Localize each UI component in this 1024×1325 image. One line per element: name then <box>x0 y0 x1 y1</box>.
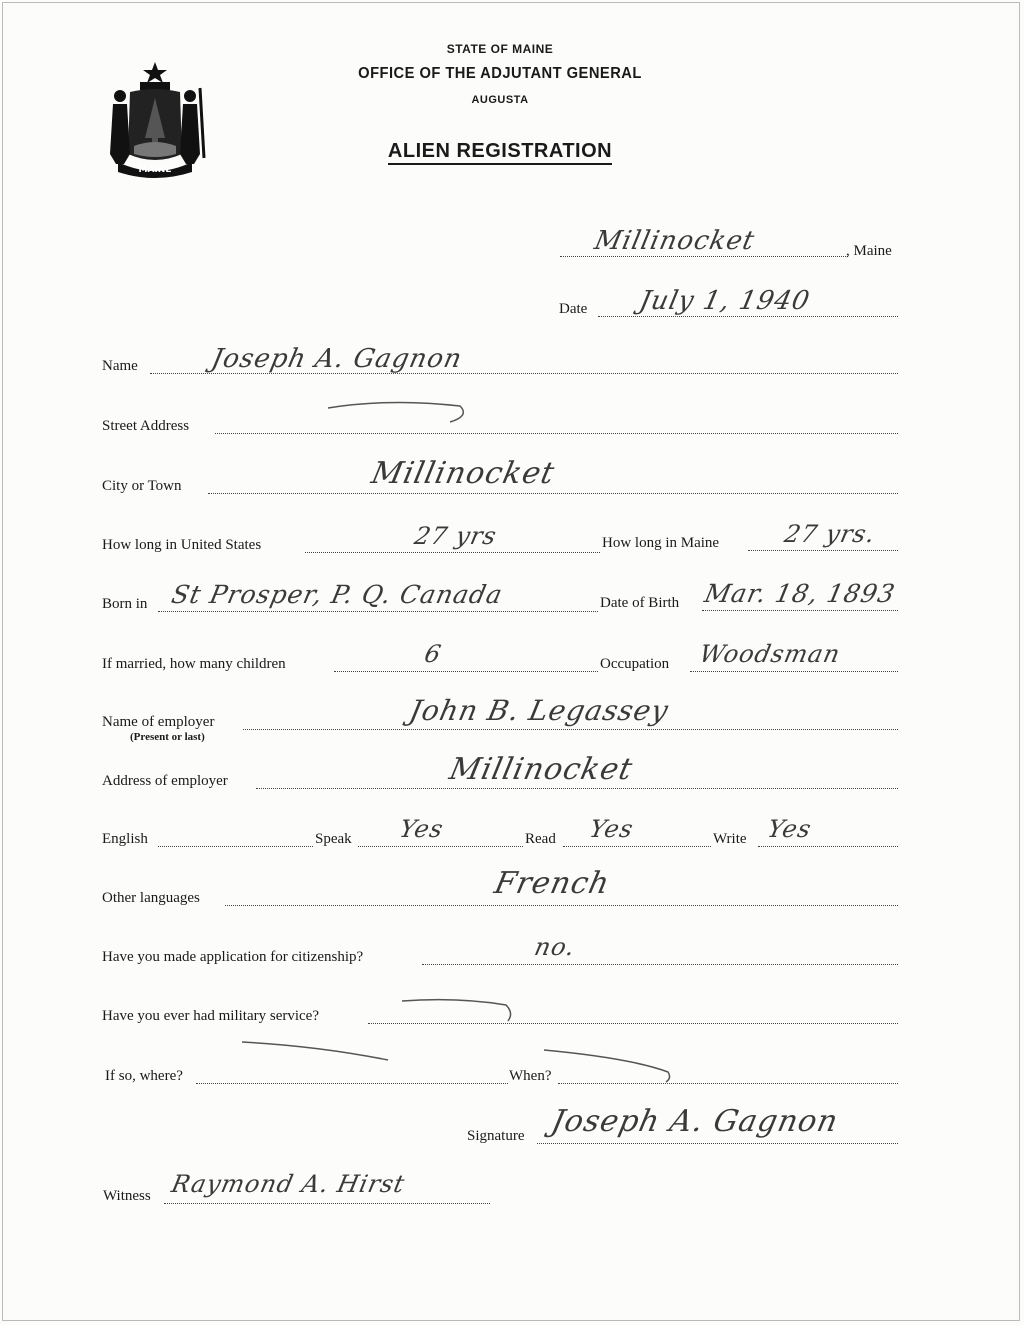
dob-label: Date of Birth <box>600 595 680 611</box>
location-suffix: , Maine <box>846 243 892 259</box>
english-line <box>158 846 313 847</box>
date-label: Date <box>559 301 588 317</box>
how-long-us-label: How long in United States <box>102 537 262 553</box>
military-label: Have you ever had military service? <box>102 1008 319 1024</box>
read-line <box>563 846 711 847</box>
employer-line <box>243 729 898 730</box>
street-line <box>215 433 898 434</box>
employer-label: Name of employer <box>102 714 215 730</box>
dash-mark <box>398 995 518 1025</box>
date-line <box>598 316 898 317</box>
header-city: AUGUSTA <box>471 94 529 106</box>
city-line <box>208 493 898 494</box>
born-in-line <box>158 611 598 612</box>
witness-label: Witness <box>103 1188 151 1204</box>
occupation-value[interactable]: Woodsman <box>697 640 844 668</box>
witness-value[interactable]: Raymond A. Hirst <box>169 1170 408 1198</box>
where-label: If so, where? <box>105 1068 183 1084</box>
signature-label: Signature <box>467 1128 525 1144</box>
signature-value[interactable]: Joseph A. Gagnon <box>548 1104 842 1139</box>
when-label: When? <box>509 1068 552 1084</box>
speak-line <box>358 846 523 847</box>
other-languages-value[interactable]: French <box>491 866 614 901</box>
how-long-maine-line <box>748 550 898 551</box>
how-long-us-value[interactable]: 27 yrs <box>412 522 500 550</box>
english-label: English <box>102 831 148 847</box>
employer-address-line <box>256 788 898 789</box>
location-value[interactable]: Millinocket <box>591 226 758 256</box>
write-label: Write <box>713 831 747 847</box>
form-title <box>300 140 700 163</box>
dash-mark <box>320 394 470 424</box>
how-long-maine-value[interactable]: 27 yrs. <box>782 520 879 548</box>
citizenship-label: Have you made application for citizenship? <box>102 949 364 965</box>
street-label: Street Address <box>102 418 190 434</box>
occupation-line <box>690 671 898 672</box>
how-long-maine-label: How long in Maine <box>602 535 720 551</box>
write-value[interactable]: Yes <box>765 815 815 843</box>
name-label: Name <box>102 358 138 374</box>
city-label: City or Town <box>102 478 182 494</box>
form-title-text: ALIEN REGISTRATION <box>388 140 612 165</box>
children-label: If married, how many children <box>102 656 286 672</box>
how-long-us-line <box>305 552 600 553</box>
born-in-label: Born in <box>102 596 148 612</box>
when-line <box>558 1083 898 1084</box>
read-label: Read <box>525 831 556 847</box>
children-line <box>334 671 598 672</box>
name-value[interactable]: Joseph A. Gagnon <box>208 344 466 374</box>
other-languages-line <box>225 905 898 906</box>
dash-mark <box>238 1036 398 1066</box>
witness-line <box>164 1203 490 1204</box>
employer-value[interactable]: John B. Legassey <box>406 694 672 727</box>
dash-mark <box>540 1044 680 1084</box>
employer-address-value[interactable]: Millinocket <box>446 752 637 787</box>
write-line <box>758 846 898 847</box>
header-state: STATE OF MAINE <box>446 42 554 56</box>
header-office: OFFICE OF THE ADJUTANT GENERAL <box>358 65 642 82</box>
occupation-label: Occupation <box>600 656 670 672</box>
other-languages-label: Other languages <box>102 890 200 906</box>
born-in-value[interactable]: St Prosper, P. Q. Canada <box>168 580 506 609</box>
where-line <box>196 1083 508 1084</box>
date-value[interactable]: July 1, 1940 <box>636 286 813 316</box>
children-value[interactable]: 6 <box>422 640 445 668</box>
dob-value[interactable]: Mar. 18, 1893 <box>701 579 899 608</box>
seal-lettering: MAINE <box>138 165 172 175</box>
read-value[interactable]: Yes <box>587 815 637 843</box>
city-value[interactable]: Millinocket <box>368 456 559 491</box>
citizenship-value[interactable]: no. <box>532 933 579 961</box>
dob-line <box>702 610 898 611</box>
speak-label: Speak <box>315 831 352 847</box>
citizenship-line <box>422 964 898 965</box>
speak-value[interactable]: Yes <box>397 815 447 843</box>
state-seal-icon <box>100 58 210 180</box>
location-line <box>560 256 848 257</box>
employer-address-label: Address of employer <box>102 773 228 789</box>
signature-line <box>537 1143 898 1144</box>
employer-sublabel: (Present or last) <box>130 731 205 743</box>
